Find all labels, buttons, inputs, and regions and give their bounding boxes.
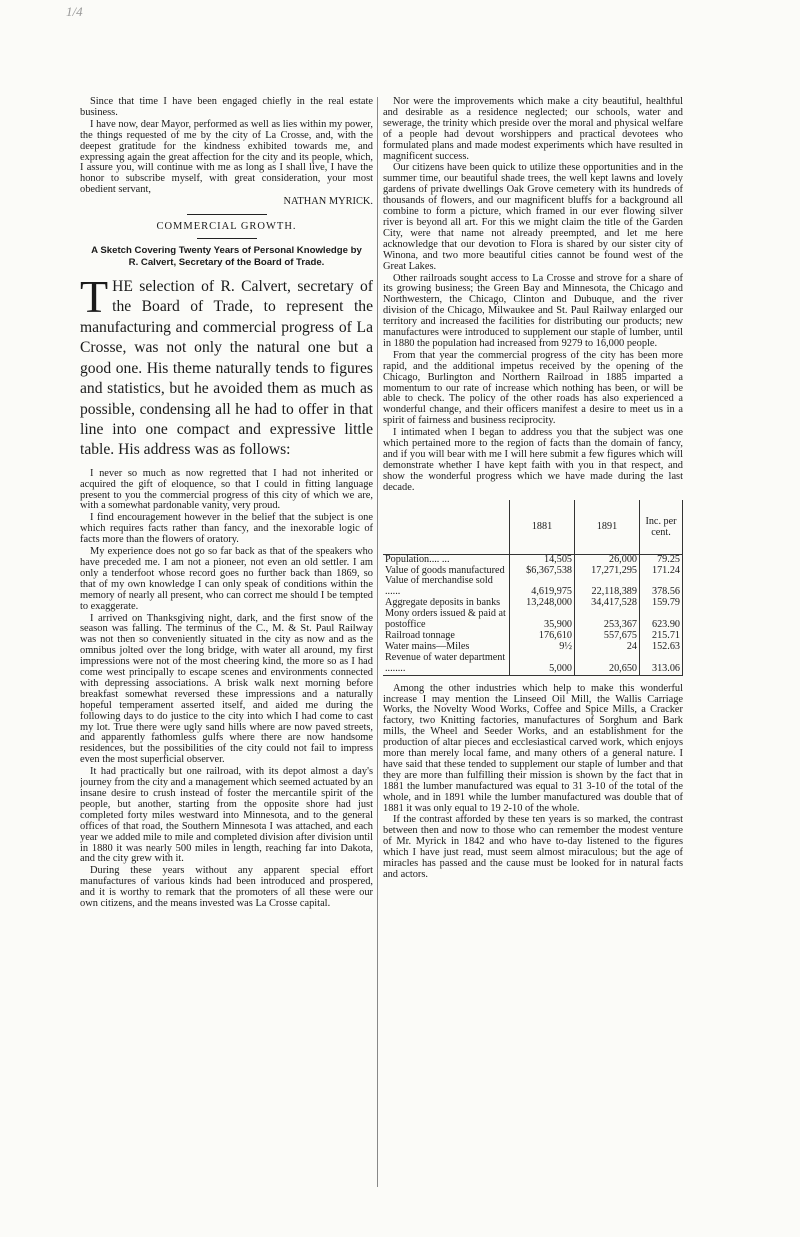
row-value: 623.90	[640, 609, 683, 631]
row-value: 9½	[510, 642, 575, 653]
table-row	[383, 653, 683, 675]
row-value: 20,650	[575, 653, 640, 675]
body-paragraph-6: During these years without any apparent special effort manufactures of various kinds had been introduced and prospered, and it is worthy to remark that the promoters of all these were our own citizens, and the means invested was La Crosse capital.	[80, 865, 373, 910]
row-value: 4,619,975	[510, 576, 575, 598]
row-value: $6,367,538	[510, 566, 575, 577]
divider-rule	[187, 214, 267, 215]
row-label: Revenue of water department ........	[383, 653, 510, 675]
row-value: 557,675	[575, 631, 640, 642]
row-value: 171.24	[640, 566, 683, 577]
signature-line	[80, 197, 373, 208]
article-subtitle: A Sketch Covering Twenty Years of Personal Knowledge by R. Calvert, Secretary of the Board of Trade.	[91, 245, 362, 269]
table-row	[383, 576, 683, 598]
row-label: Population.... ...	[383, 554, 510, 565]
right-after-paragraph-1: Among the other industries which help to make this wonderful increase I may mention the Linseed Oil Mill, the Wallis Carriage Works, the Novelty Wood Works, Coffee and Spice Mills, a Cracker factory, two Knitting factories, manufactures of Sorghum and Bark mills, the Wheel and Seeder Works, and an establishment for the production of altar pieces and ecclesiastical carved work, which enjoys more than merely local fame, and many others of a general nature. I have said that these tended to supplement our staple of lumber and that they are more than fulfilling their mission is shown by the fact that in 1881 the lumber manufactured was equal to 31 3-10 of the total of the whole, and in 1891 while the lumber manufactured was double that of 1881 it was only equal to 19 2-10 of the whole.	[383, 682, 683, 814]
right-paragraph-2: Our citizens have been quick to utilize these opportunities and in the summer time, our beautiful shade trees, the well kept lawns and lovely gardens of private dwellings Oak Grove cemetery with its hundreds of thousands of flowers, and our magnificent bluffs for a background all combine to form a picture, which framed in our ever flowing silver river is beyond all art. For this we might claim the title of the Garden City, were that name not already preempted, and let me here acknowledge that our devotion to Flora is shared by our sister city of Winona, and two more beautiful cities cannot be found west of the Great Lakes.	[383, 162, 683, 272]
row-label: Mony orders issued & paid at postoffice	[383, 609, 510, 631]
body-paragraph-2: I find encouragement however in the belief that the subject is one which requires facts rather than fancy, and the inexorable logic of facts more than the flowers of oratory.	[80, 512, 373, 546]
right-paragraph-4: From that year the commercial progress of the city has been more rapid, and the additional impetus received by the opening of the Chicago, Burlington and Northern Railroad in 1885 imparted a momentum to our rate of increase which nothing has been, or will be able to check. The policy of the other roads has also experienced a wonderful change, and their officers manifest a desire to meet us in a spirit of fairness and business reciprocity.	[383, 349, 683, 427]
column-divider	[377, 97, 378, 1187]
body-paragraph-1: I never so much as now regretted that I had not inherited or acquired the gift of eloquence, so that I could in fitting language present to you the commercial progress of this city of which we are, with a somewhat pardonable vanity, very proud.	[80, 467, 373, 512]
right-after-paragraph-2: If the contrast afforded by these ten years is so marked, the contrast between then and now to those who can remember the modest venture of Mr. Myrick in 1842 and who have to-day listened to the figures which I have just read, must seem almost miraculous; but the age of miracles has passed and the cause must be looked for in natural facts and actors.	[383, 814, 683, 880]
body-paragraph-4: I arrived on Thanksgiving night, dark, and the first snow of the season was falling. The terminus of the C., M. & St. Paul Railway was not then so conveniently situated in the city as now and as the omnibus jolted over the long bridge, with water all around, my first impressions were not of the most cheering kind, the more so as I had come west principally to escape scenes and environments connected with depressing associations. A brisk walk next morning before breakfast somewhat reversed these impressions and a naturally hopeful temperament asserted itself, and aided me during the following days to do justice to the city into which I had come to cast my lot. True there were ugly sand hills where are now paved streets, and apparently fathomless gulfs where there are now handsome residences, but the possibilities of the city could not fail to impress even the most superficial observer.	[80, 612, 373, 766]
right-paragraph-1: Nor were the improvements which make a city beautiful, healthful and desirable as a residence neglected; our schools, water and sewerage, the trinity which preside over the moral and physical welfare of a people had devout worshippers and practical devotees who formulated plans and made modest experiments which have resulted in magnificent success.	[383, 97, 683, 162]
drop-cap: T	[80, 271, 109, 323]
row-value: 159.79	[640, 598, 683, 609]
row-value: 5,000	[510, 653, 575, 675]
article-title: COMMERCIAL GROWTH.	[156, 221, 297, 233]
statistics-table	[383, 500, 683, 676]
divider-rule-short	[197, 238, 257, 239]
body-paragraph-5: It had practically but one railroad, with its depot almost a day's journey from the city and a management which seemed actuated by an insane desire to crush instead of foster the mercantile spirit of the people, but another, starting from the opposite shore had just completed forty miles westward into Minnesota, and to the general offices of that road, the Southern Minnesota I was attached, and each year we added mile to mile and completed division after division until in 1880 it was nearly 500 miles in length, reaching far into Dakota, and the city grew with it.	[80, 766, 373, 865]
row-value: 35,900	[510, 609, 575, 631]
row-value: 313.06	[640, 653, 683, 675]
row-value: 215.71	[640, 631, 683, 642]
header-1881: 1881	[510, 500, 575, 555]
header-increase: Inc. per cent.	[640, 500, 683, 555]
intro-paragraph-2: I have now, dear Mayor, performed as well as lies within my power, the things requested of me by the city of La Crosse, and, with the deepest gratitude for the kindness exhibited towards me, and expressing again the great affection for the city and its people, which, I assure you, will continue with me as long as I shall live, I have the honor to subscribe myself, with great consideration, your most obedient servant,	[80, 118, 373, 196]
intro-paragraph-1: Since that time I have been engaged chiefly in the real estate business.	[80, 97, 373, 118]
row-value: 253,367	[575, 609, 640, 631]
row-value: 378.56	[640, 576, 683, 598]
left-column	[80, 97, 373, 1187]
right-paragraph-3: Other railroads sought access to La Crosse and strove for a share of its growing business; the Green Bay and Minnesota, the Chicago and Northwestern, the Chicago, Clinton and Dubuque, and the river division of the Chicago, Milwaukee and St. Paul Railway enlarged our territory and increased the facilities for distributing our products; new manufactures were introduced to supplement our staple of lumber, until in 1880 the population had increased from 9279 to 16,000 people.	[383, 272, 683, 349]
right-paragraph-5: I intimated when I began to address you that the subject was one which pertained more to the region of facts than the domain of fancy, and if you will bear with me I will here submit a few figures which will demonstrate whether I have kept faith with you in that respect, and show the wonderful progress which we have made during the last decade.	[383, 427, 683, 493]
lead-text: HE selection of R. Calvert, secretary of the Board of Trade, to represent the manufacturing and commercial progress of La Crosse, was not only the natural one but a good one. His theme naturally tends to figures and statistics, but he avoided them as much as possible, condensing all he had to offer in that line into one compact and expressive little table. His address was as follows:	[80, 278, 373, 459]
row-label: Water mains—Miles	[383, 642, 510, 653]
row-value: 34,417,528	[575, 598, 640, 609]
row-label: Aggregate deposits in banks	[383, 598, 510, 609]
row-label: Value of merchandise sold ......	[383, 576, 510, 598]
row-value: 24	[575, 642, 640, 653]
header-1891: 1891	[575, 500, 640, 555]
row-value: 17,271,295	[575, 566, 640, 577]
body-paragraph-3: My experience does not go so far back as that of the speakers who have preceded me. I am not a pioneer, not even an old settler. I am only a tenderfoot whose record goes no further back than 1869, so that of my own knowledge I can only speak of conditions within the memory of nearly all present, who can correct me should I be tempted to exaggerate.	[80, 546, 373, 612]
margin-pencil-mark: 1/4	[66, 4, 83, 19]
row-value: 13,248,000	[510, 598, 575, 609]
header-label	[383, 500, 510, 555]
row-value: 176,610	[510, 631, 575, 642]
table-row	[383, 609, 683, 631]
row-value: 22,118,389	[575, 576, 640, 598]
lead-paragraph	[80, 271, 373, 461]
row-value: 79.25	[640, 554, 683, 565]
table-row	[383, 554, 683, 565]
right-column	[383, 97, 683, 1187]
table-header-row	[383, 500, 683, 555]
row-label: Value of goods manufactured	[383, 566, 510, 577]
signature: NATHAN MYRICK.	[283, 196, 373, 208]
row-value: 152.63	[640, 642, 683, 653]
row-value: 26,000	[575, 554, 640, 565]
row-value: 14,505	[510, 554, 575, 565]
row-label: Railroad tonnage	[383, 631, 510, 642]
